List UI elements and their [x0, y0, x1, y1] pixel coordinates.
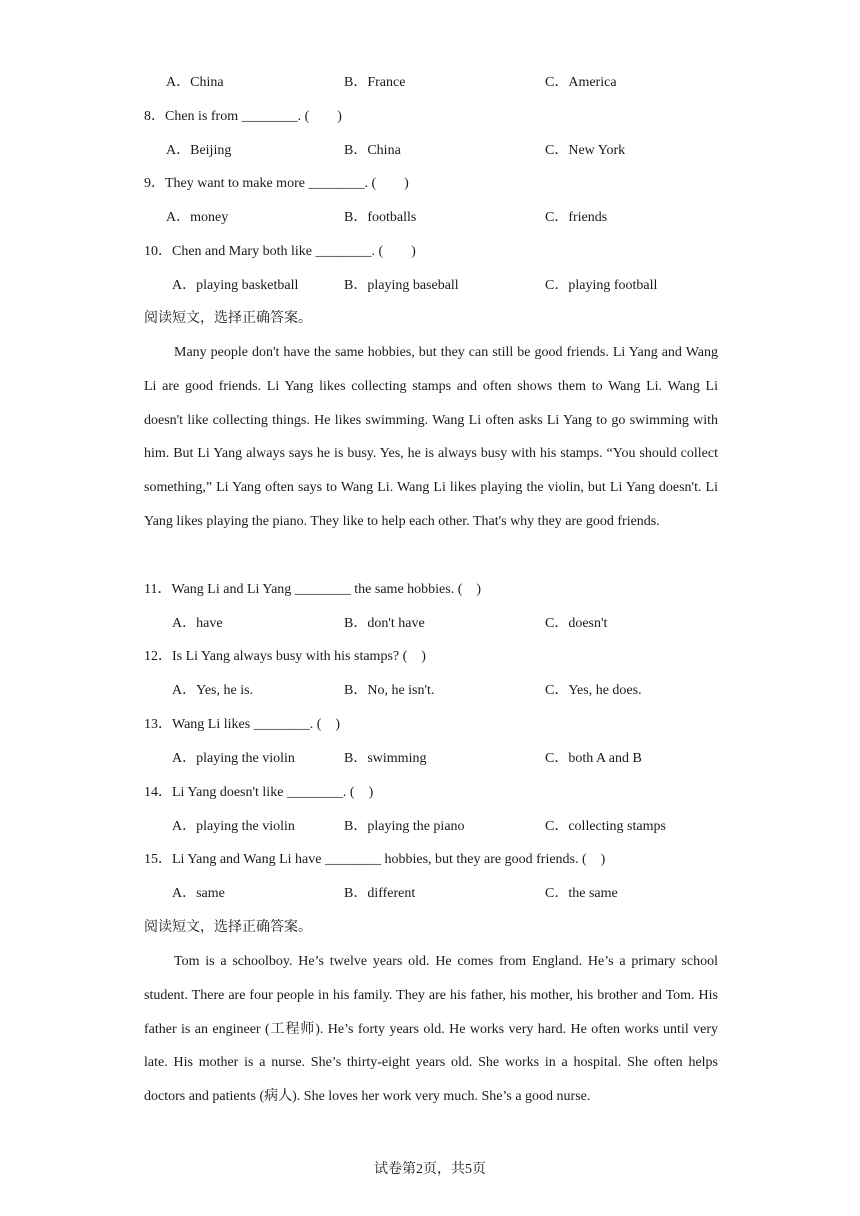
option-a[interactable]: A．money: [166, 210, 229, 225]
option-a[interactable]: A．China: [166, 75, 224, 90]
reading-passage: Many people don't have the same hobbies, but they can still be good friends. Li Yang and Wang Li are good friends. Li Yang likes collecting stamps and often shows them to Wang Li. Wang Li doesn't like collecting things. He likes swimming. Wang Li often asks Li Yang to go swimming with him. But Li Yang always says he is busy. Yes, he is always busy with his stamps. “You should collect something,” Li Yang often says to Wang Li. Wang Li likes playing the violin, but Li Yang doesn't. Li Yang likes playing the piano. They like to help each other. That's why they are good friends.: [144, 345, 718, 529]
option-c[interactable]: C．doesn't: [545, 616, 608, 631]
option-b[interactable]: B．don't have: [344, 616, 425, 631]
option-c[interactable]: C．Yes, he does.: [545, 683, 642, 698]
section-instruction: 阅读短文，选择正确答案。: [144, 311, 312, 326]
option-b[interactable]: B．different: [344, 886, 416, 901]
option-b[interactable]: B．footballs: [344, 210, 417, 225]
option-a[interactable]: A．have: [172, 616, 223, 631]
section-instruction: 阅读短文，选择正确答案。: [144, 920, 312, 935]
option-c[interactable]: C．friends: [545, 210, 608, 225]
option-a[interactable]: A．same: [172, 886, 225, 901]
option-c[interactable]: C．playing football: [545, 278, 658, 293]
question-12: 12．Is Li Yang always busy with his stamps? ( ): [144, 649, 426, 664]
option-c[interactable]: C．collecting stamps: [545, 819, 666, 834]
question-13: 13．Wang Li likes ________. ( ): [144, 717, 341, 732]
option-c[interactable]: C．both A and B: [545, 751, 642, 766]
question-10: 10．Chen and Mary both like ________. ( ): [144, 244, 416, 259]
option-c[interactable]: C．America: [545, 75, 617, 90]
question-9: 9．They want to make more ________. ( ): [144, 176, 409, 191]
option-c[interactable]: C．the same: [545, 886, 618, 901]
page-footer: 试卷第2页，共5页: [374, 1162, 486, 1177]
option-b[interactable]: B．China: [344, 143, 401, 158]
option-b[interactable]: B．playing baseball: [344, 278, 459, 293]
question-8: 8．Chen is from ________. ( ): [144, 109, 342, 124]
option-b[interactable]: B．swimming: [344, 751, 427, 766]
option-b[interactable]: B．playing the piano: [344, 819, 465, 834]
option-a[interactable]: A．playing the violin: [172, 819, 295, 834]
option-a[interactable]: A．Yes, he is.: [172, 683, 254, 698]
option-b[interactable]: B．No, he isn't.: [344, 683, 435, 698]
question-11: 11．Wang Li and Li Yang ________ the same hobbies. ( ): [144, 582, 482, 597]
option-c[interactable]: C．New York: [545, 143, 626, 158]
reading-passage: Tom is a schoolboy. He’s twelve years old. He comes from England. He’s a primary school student. There are four people in his family. They are his father, his mother, his brother and Tom. His father is an engineer (工程师). He’s forty years old. He works very hard. He often works until very late. His mother is a nurse. She’s thirty-eight years old. She works in a hospital. She often helps doctors and patients (病人). She loves her work very much. She’s a good nurse.: [144, 954, 718, 1105]
option-a[interactable]: A．playing the violin: [172, 751, 295, 766]
option-a[interactable]: A．playing basketball: [172, 278, 299, 293]
option-b[interactable]: B．France: [344, 75, 406, 90]
option-a[interactable]: A．Beijing: [166, 143, 232, 158]
question-14: 14．Li Yang doesn't like ________. ( ): [144, 785, 374, 800]
question-15: 15．Li Yang and Wang Li have ________ hobbies, but they are good friends. ( ): [144, 852, 606, 867]
